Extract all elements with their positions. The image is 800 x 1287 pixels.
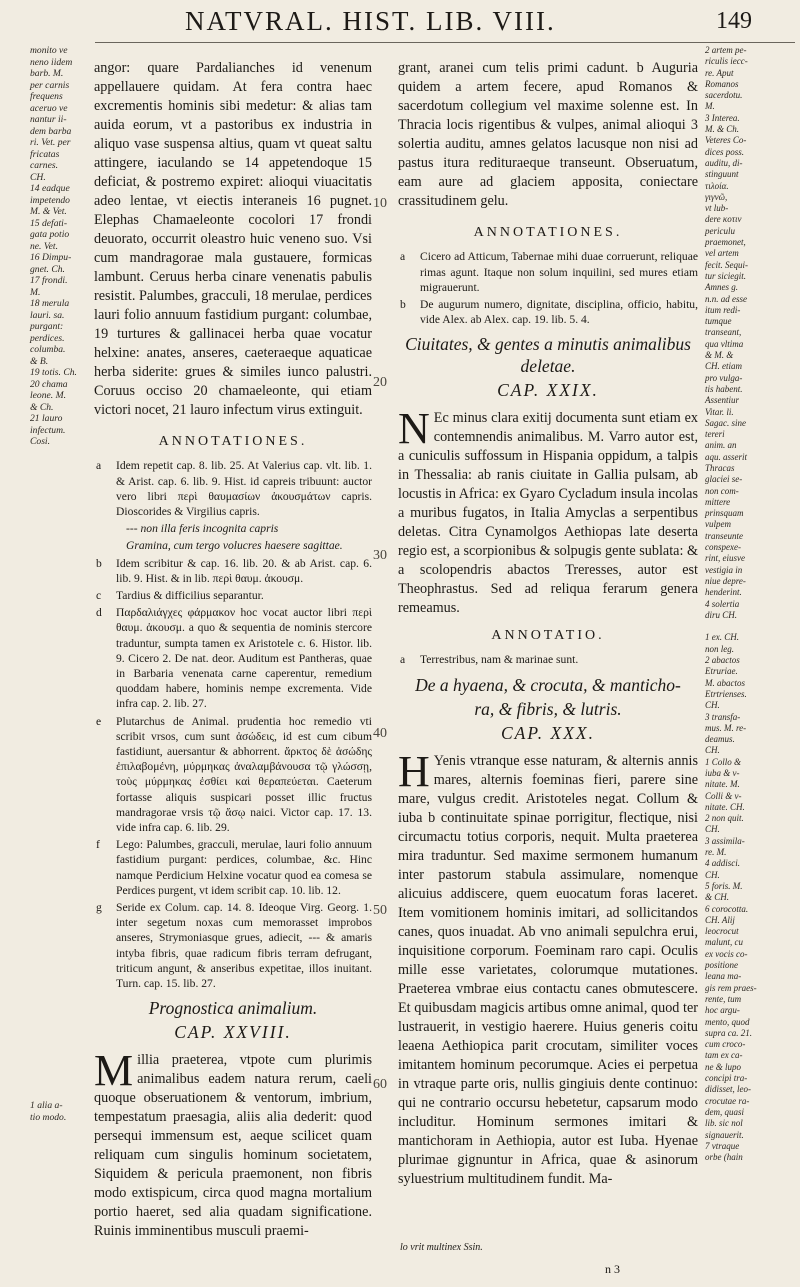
margin-note-line: sacerdotu. (705, 90, 743, 101)
margin-note-line: & Ch. (30, 401, 54, 413)
annotation-text: Plutarchus de Animal. prudentia hoc remedio vti scribit vrsos, cum sunt ἀσώδεις, id est cum cibum fastidiunt, auersantur & abhorrent. ἄρκτος δὲ ἀσώδης ἐπιλαβομένη, μύρμηκας ἀναλαμβάνουσα τῷ γλώσσῃ, τοὺς μύρμηκας ἐσθίει καὶ θεραπεύεται. Caeterum fortasse aliquis suspicari posset illic fructus mandragorae vrsis τῷ ἄσῳ naici. Victor cap. 17. 13. vide infra cap. 6. lib. 29. (116, 714, 372, 835)
annotation-key: b (400, 297, 406, 311)
margin-note-line: barb. M. (30, 68, 64, 79)
chapter-body: Yenis vtranque esse naturam, & alternis annis mares, alternis foeminas fieri, parere sine mare, vulgus credit. Aristoteles negat. Collum & iuba b continuitate spinae porrigitur, flectique, nisi circumactu totius corporis, nequit. Multa praeterea mira traduntur. Sed maxime sermonem humanum inter pastorum stabula assimulare, nomenque alicuius addiscere, quem euocatum foras laceret. Item vomitionem hominis imitari, ad sollicitandos canes, quos inuadat. Ab vno animali sepulchra erui, inquisitione corporum. Foeminam raro capi. Oculis mille esse varietates, colorumque mutationes. Praeterea vmbrae eius contactu canes obmutescere. Et quibusdam magicis artibus omne animal, quod ter lustrauerit, in vestigio haerere. Huius generis coitu leaena Aethiopica parit crocutam, similiter voces imitantem hominum pecorumque. Acies ei perpetua in vtraque parte oris, nullis gingiuis dente continuo: qui ne contrario occursu hebetetur, capsarum modo includitur. Hominum sermones imitari & mantichoram in Aethiopia, autor est Iuba. Hyenae plurimae gignuntur in Africa, quae & asinorum syluestrium multitudinem fundit. Ma- (398, 752, 698, 1187)
margin-note-line: riculis iecc- (705, 56, 748, 67)
margin-note-line: lib. sic nol (705, 1118, 743, 1129)
margin-note-line: 17 frondi. (30, 275, 68, 286)
margin-note-line: impetendo (30, 194, 70, 206)
margin-note-line: transeant, (705, 327, 742, 338)
annotation-item (94, 458, 372, 519)
margin-note-line: diru CH. (705, 609, 738, 620)
drop-capital: M (94, 1046, 134, 1096)
margin-note-line: CH. (705, 869, 720, 880)
margin-note-line: columba. (30, 344, 66, 355)
margin-note-line: purgant: (30, 321, 64, 332)
margin-note-line: Etrtrienses. (705, 688, 747, 699)
annotation-key: a (400, 250, 406, 264)
margin-note-line: lauri. sa. (30, 309, 65, 321)
page-number: 149 (716, 8, 752, 34)
margin-note-line: aqu. asserit (705, 451, 748, 462)
annotation-key: f (96, 838, 100, 852)
margin-note-line: M. & Ch. (705, 124, 740, 135)
margin-note-line: vestigia in (705, 564, 743, 575)
margin-note-line: leone. M. (30, 390, 66, 401)
annotation-key: a (96, 459, 102, 473)
annotation-text: Cicero ad Atticum, Tabernae mihi duae corruerunt, reliquae rimas agunt. Itaque non solum inquilini, sed mures etiam migrauerunt. (420, 250, 698, 294)
margin-note-line: gata potio (30, 229, 70, 240)
annotation-key: b (96, 556, 102, 570)
line-number: 50 (373, 903, 387, 918)
margin-note-line: signauerit. (705, 1129, 744, 1140)
left-column (94, 45, 372, 1241)
margin-note-line: crocutae ra- (705, 1095, 750, 1106)
margin-note-line: neno iidem (30, 56, 73, 68)
chapter-number: CAP. XXX. (501, 722, 595, 743)
margin-note-line: concipi tra- (705, 1073, 748, 1084)
margin-note-line: positione (705, 960, 738, 971)
annotation-key: a (400, 653, 406, 667)
margin-note-line: periculu (705, 225, 735, 236)
margin-note-line: 2 abactos (705, 655, 740, 666)
annotations-list (398, 249, 698, 327)
line-number: 30 (373, 548, 387, 563)
margin-note-line: 2 artem pe- (705, 45, 747, 55)
margin-note-line (705, 621, 797, 632)
annotation-item (94, 714, 372, 836)
margin-note-line: M. & Vet. (30, 206, 67, 217)
margin-note-line: tis habent. (705, 383, 743, 394)
annotation-text: --- non illa feris incognita capris (126, 522, 279, 536)
margin-note-line: mus. M. re- (705, 722, 747, 733)
catchword-note: lo vrit multinex Ssin. (400, 1242, 483, 1253)
margin-note-line: didisset, leo- (705, 1084, 751, 1095)
margin-note-line: glaciei se- (705, 474, 743, 485)
margin-note-line: Etruriae. (705, 666, 738, 677)
margin-note-line: nantur ii- (30, 114, 67, 125)
annotation-text: De augurum numero, dignitate, disciplina, officio, habitu, vide Alex. ab Alex. cap. 19. lib. 5. 4. (420, 297, 698, 327)
margin-note-line: monito ve (30, 45, 68, 56)
margin-note-line: 20 chama (30, 378, 68, 390)
margin-note-line: CH. (705, 745, 720, 756)
margin-note-line: 21 lauro (30, 413, 63, 424)
margin-note-line: non leg. (705, 643, 734, 654)
margin-note-line: 3 assimila- (705, 835, 745, 846)
annotation-text: Idem repetit cap. 8. lib. 25. At Valerius cap. vlt. lib. 1. & Arist. cap. 6. lib. 9. Hist. id capreis tribuunt: auctor vero libri περὶ θαυμασίων ἀκουσμάτων capris. Dioscorides & Virgilius capris. (116, 459, 372, 518)
margin-note-line: 16 Dimpu- (30, 252, 72, 263)
margin-note-line: CH. etiam (705, 361, 742, 372)
margin-note-line: 3 Interea. (705, 112, 740, 123)
margin-note-line: & M. & (705, 350, 734, 361)
chapter-title: Prognostica animalium. (148, 998, 318, 1019)
margin-note-line: vulpem (705, 519, 731, 530)
annotation-item (94, 605, 372, 711)
margin-note-line: 1 ex. CH. (705, 632, 739, 643)
margin-note-line: Vitar. li. (705, 406, 734, 417)
chapter-title: De a hyaena, & crocuta, & manticho- (415, 674, 681, 695)
margin-note-line: n.n. ad esse (705, 293, 747, 304)
margin-note-line: ne & lupo (705, 1061, 741, 1072)
margin-note-line: leocrocut (705, 926, 739, 937)
margin-note-line: τιλοία. (705, 180, 729, 191)
margin-note-line: 6 corocotta. (705, 903, 749, 914)
margin-note-line: infectum. (30, 424, 66, 436)
drop-capital: N (398, 404, 430, 454)
margin-note-line: henderint. (705, 587, 742, 598)
margin-note-line: 1 alia a- (30, 1100, 63, 1111)
margin-note-line: CH. (705, 700, 720, 711)
margin-note-line: ri. Vet. per (30, 137, 71, 148)
margin-note-line: re. Aput (705, 67, 734, 78)
margin-note-line: itum redi- (705, 304, 741, 315)
annotations-list (398, 652, 698, 667)
margin-note-line: dices poss. (705, 146, 744, 157)
annotation-text: Lego: Palumbes, gracculi, merulae, lauri folio annuum fastidium purgant: perdices, columbae, &c. Hinc namque Perdicium Helxine vocatur quod ea comesa se Perdices purgent, vt idem scribit cap. 10. lib. 12. (116, 838, 372, 897)
annotation-item (94, 837, 372, 898)
margin-note-line: anim. an (705, 440, 737, 451)
header-rule (95, 42, 795, 43)
margin-note-line: gnet. Ch. (30, 263, 65, 275)
chapter-number: CAP. XXIX. (497, 380, 599, 401)
margin-note-line: Cosi. (30, 436, 50, 447)
margin-note-line: per carnis (30, 79, 70, 91)
margin-note-line: non com- (705, 485, 739, 496)
margin-note-line: nitate. M. (705, 779, 740, 790)
margin-note-line: transeunte (705, 530, 743, 541)
drop-capital: H (398, 746, 430, 796)
margin-note-line: 3 transfa- (705, 711, 741, 722)
margin-note-line: fecit. Sequi- (705, 259, 748, 270)
margin-note-line: Amnes g. (705, 282, 738, 293)
right-margin-notes (705, 45, 797, 1163)
margin-note-line: vt lub- (705, 203, 729, 214)
annotation-key: c (96, 589, 102, 602)
annotation-heading: ANNOTATIO. (491, 628, 605, 644)
margin-note-line: leana ma- (705, 971, 742, 982)
margin-note-line: 18 merula (30, 298, 70, 309)
margin-note-line: mento, quod (705, 1016, 750, 1027)
margin-note-line: 2 non quit. (705, 813, 744, 824)
chapter-number: CAP. XXVIII. (174, 1022, 292, 1043)
margin-note-line: ex vocis co- (705, 948, 748, 959)
margin-note-line: 15 defati- (30, 217, 68, 229)
margin-note-line: hoc argu- (705, 1005, 740, 1016)
annotation-item (94, 556, 372, 586)
margin-note-line: M. abactos (705, 677, 745, 688)
margin-note-line: aceruo ve (30, 102, 68, 114)
margin-note-line: 7 vtraque (705, 1140, 740, 1151)
margin-note-line: deamus. (705, 734, 735, 745)
running-header (0, 4, 800, 44)
line-number: 40 (373, 726, 387, 741)
margin-note-line: mittere (705, 496, 731, 507)
margin-note-line: nitate. CH. (705, 801, 745, 812)
annotation-text: Seride ex Colum. cap. 14. 8. Ideoque Virg. Georg. 1. inter segetum noxas cum memorasset improbos anseres, Strymoniasque grues, adiecit, --- & amaris intyba fibris, quae radicum fibris terram defrugant, triticum angunt, & anseribus expetitae, illos inuitant. Turn. cap. 15. lib. 27. (116, 901, 372, 991)
margin-note-line: dere κοτιν (705, 214, 742, 225)
line-number: 60 (373, 1077, 387, 1092)
chapter-title: ra, & fibris, & lutris. (474, 698, 622, 719)
annotation-item (94, 521, 372, 536)
margin-note-line: tio modo. (30, 1111, 67, 1123)
margin-note-line: prinsquam (705, 508, 744, 519)
margin-note-line: tur siciegit. (705, 270, 746, 281)
annotation-item (398, 297, 698, 327)
chapter-body: illia praeterea, vtpote cum plurimis animalibus eadem natura rerum, caeli quoque obseruationem & ventorum, imbrium, tempestatum praesagia, aliis alia dederit: quod persequi immensum est, aeque scilicet quam reliquam cum singulis hominum societatem, Siquidem & pericula praemonent, non fibris modo extispicum, circa quod magna mortalium portio haeret, sed alia quadam significatione. Ruinis imminentibus musculi praemi- (94, 1052, 372, 1240)
annotation-text: Idem scribitur & cap. 16. lib. 20. & ab Arist. cap. 6. lib. 9. Hist. & in lib. περὶ θαυμ. ἀκουσμ. (116, 556, 372, 585)
annotations-list (94, 458, 372, 991)
margin-note-line: tumque (705, 316, 732, 327)
annotation-key: e (96, 714, 102, 728)
margin-note-line: perdices. (30, 332, 65, 344)
margin-note-line: Colli & v- (705, 790, 742, 801)
margin-note-line: fricatas (30, 148, 60, 160)
chapter-text (94, 1046, 372, 1241)
margin-note-line: Romanos (705, 78, 739, 89)
annotation-item (94, 588, 372, 603)
margin-note-line: iuba & v- (705, 768, 740, 778)
annotation-key: d (96, 606, 102, 620)
left-body-text: angor: quare Pardalianches id venenum appellauere quidam. At fera contra haec excrementis hominis sibi medetur: & alias tam auida eorum, vt a pastoribus ex industria in aliquo vase suspensa altius, quam vt queat saltu attingere, iaculando se 14 appetendoque 15 deficiat, & postremo expiret: alioqui viuacitatis adeo lentae, vt eiectis interaneis 16 pugnet. Elephas Chamaeleonte cocolori 17 frondi deuorato, occurrit oleastro huic veneno suo. Vsi cum mandragorae mala gustauere, formicas lambunt. Ceruus herba cinare venenatis pabulis resistit. Palumbes, gracculi, 18 merulae, perdices lauri folio annuum fastidium purgant: columbae, 19 turtures & gallinacei herba quae vocatur helxine: anates, anseres, caeteraeque aquaticae herba siderite: grues & similes iunco palustri. Coruus occiso 20 chamaeleonte, qui etiam victori nocet, 21 lauro infectum virus extinguit. (94, 60, 372, 419)
chapter-title: Ciuitates, & gentes a minutis animalibus deletae. (405, 334, 691, 377)
margin-note-line: Assentiur (705, 395, 740, 406)
margin-note-line: supra ca. 21. (705, 1027, 752, 1038)
annotation-key: g (96, 901, 102, 915)
margin-note-line: niue depre- (705, 575, 746, 586)
margin-note-line: 4 addisci. (705, 858, 740, 869)
annotation-item (398, 652, 698, 667)
margin-note-line: pro vulga- (705, 372, 743, 383)
margin-note-line: stinguunt (705, 169, 739, 180)
margin-note-line: tereri (705, 429, 725, 440)
annotation-text: Παρδαλιάγχες φάρμακον hoc vocat auctor libri περὶ θαυμ. ἀκουσμ. a quo & sequentia de nominis stercore traduntur, sumpta tamen ex Aristotele c. 6. Histor. lib. 9. Cicero 2. De nat. deor. Auditum est Pantheras, quae in Barbaria venenata carne caperentur, remedium quoddam habere, hominis nempe excrementa. Vide infra cap. 2. lib. 27. (116, 606, 372, 711)
margin-note-line: CH. (30, 171, 46, 183)
annotation-text: Gramina, cum tergo volucres haesere sagittae. (126, 539, 343, 553)
margin-note-line: ne. Vet. (30, 240, 58, 252)
margin-note-line: gis rem praes- (705, 982, 757, 993)
margin-note-line: frequens (30, 91, 63, 102)
annotation-item (398, 249, 698, 295)
margin-note-line: CH. Alij (705, 914, 735, 925)
margin-note-line: carnes. (30, 160, 58, 171)
margin-note-line: M. (705, 101, 715, 112)
annotations-heading: ANNOTATIONES. (473, 225, 623, 241)
margin-note-line: dem barba (30, 125, 72, 137)
margin-note-line: tam ex ca- (705, 1050, 743, 1061)
line-number: 20 (373, 375, 387, 390)
left-margin-notes (30, 45, 94, 448)
chapter-text (398, 746, 698, 1189)
margin-note-line: rente, tum (705, 993, 742, 1004)
margin-note-line: 4 solertia (705, 598, 740, 609)
chapter-text (398, 404, 698, 618)
margin-note-line: Sagac. sine (705, 417, 746, 428)
margin-note-line: orbe (hain (705, 1152, 743, 1163)
annotation-item (94, 538, 372, 553)
margin-note-line: 1 Collo & (705, 756, 742, 767)
margin-note-line: re. M. (705, 847, 727, 858)
margin-note-line: M. (30, 286, 41, 298)
margin-note-line: & B. (30, 355, 49, 367)
margin-note-line: Veteres Co- (705, 135, 747, 146)
margin-note-line: rint, eiusve (705, 553, 745, 564)
margin-note-line: cum croco- (705, 1039, 746, 1050)
margin-note-line: praemonet, (705, 237, 746, 248)
margin-note-line: auditu, di- (705, 157, 743, 168)
right-column (398, 45, 698, 1189)
margin-note-line: 19 totis. Ch. (30, 367, 77, 378)
left-margin-note-bottom (30, 1100, 94, 1123)
signature-mark: n 3 (605, 1262, 620, 1276)
annotations-heading: ANNOTATIONES. (158, 434, 308, 450)
margin-note-line: γιγνῶ, (705, 191, 728, 202)
margin-note-line: CH. (705, 824, 720, 835)
annotation-item (94, 900, 372, 991)
annotation-text: Terrestribus, nam & marinae sunt. (420, 653, 579, 667)
margin-note-line: 14 eadque (30, 183, 70, 194)
margin-note-line: qua vltima (705, 338, 744, 349)
chapter-body: Ec minus clara exitij documenta sunt etiam ex contemnendis animalibus. M. Varro autor est, a cuniculis suffossum in Hispania oppidum, a talpis in Thessalia: ab ranis ciuitate in Gallia pulsam, ab locustis in Africa: ex Gyaro Cycladum insula incolas a muribus fugatos, in Italia Amyclas a serpentibus deletas. Citra Cynamolgos Aethiopas late deserta regio est, a scorpionibus & solpugis gente sublata: & a scolopendris abactos Treresses, autor est Theophrastus. Sed ad reliqua ferarum genera remeamus. (398, 410, 698, 617)
running-title: NATVRAL. HIST. LIB. VIII. (185, 6, 556, 36)
line-number: 10 (373, 196, 387, 211)
right-body-text: grant, aranei cum telis primi cadunt. b Auguria quidem a artem fecere, apud Romanos & sacerdotum collegium vel maxime solenne est. In Thracia locis rigentibus & vulpes, animal alioqui 3 solertia auditu, amnes gelatos lacusque non nisi ad pastus itura redituraeque transeunt. Obseruatum, eam aure ad glaciem apposita, coniectare crassitudinem gelu. (398, 60, 698, 210)
margin-note-line: malunt, cu (705, 937, 743, 948)
margin-note-line: Thracas (705, 462, 735, 473)
margin-note-line: 5 foris. M. (705, 880, 743, 891)
margin-note-line: conspexe- (705, 542, 741, 553)
margin-note-line: dem, quasi (705, 1106, 744, 1117)
margin-note-line: vel artem (705, 248, 739, 259)
margin-note-line: & CH. (705, 892, 730, 903)
annotation-text: Tardius & difficilius separantur. (116, 589, 264, 602)
